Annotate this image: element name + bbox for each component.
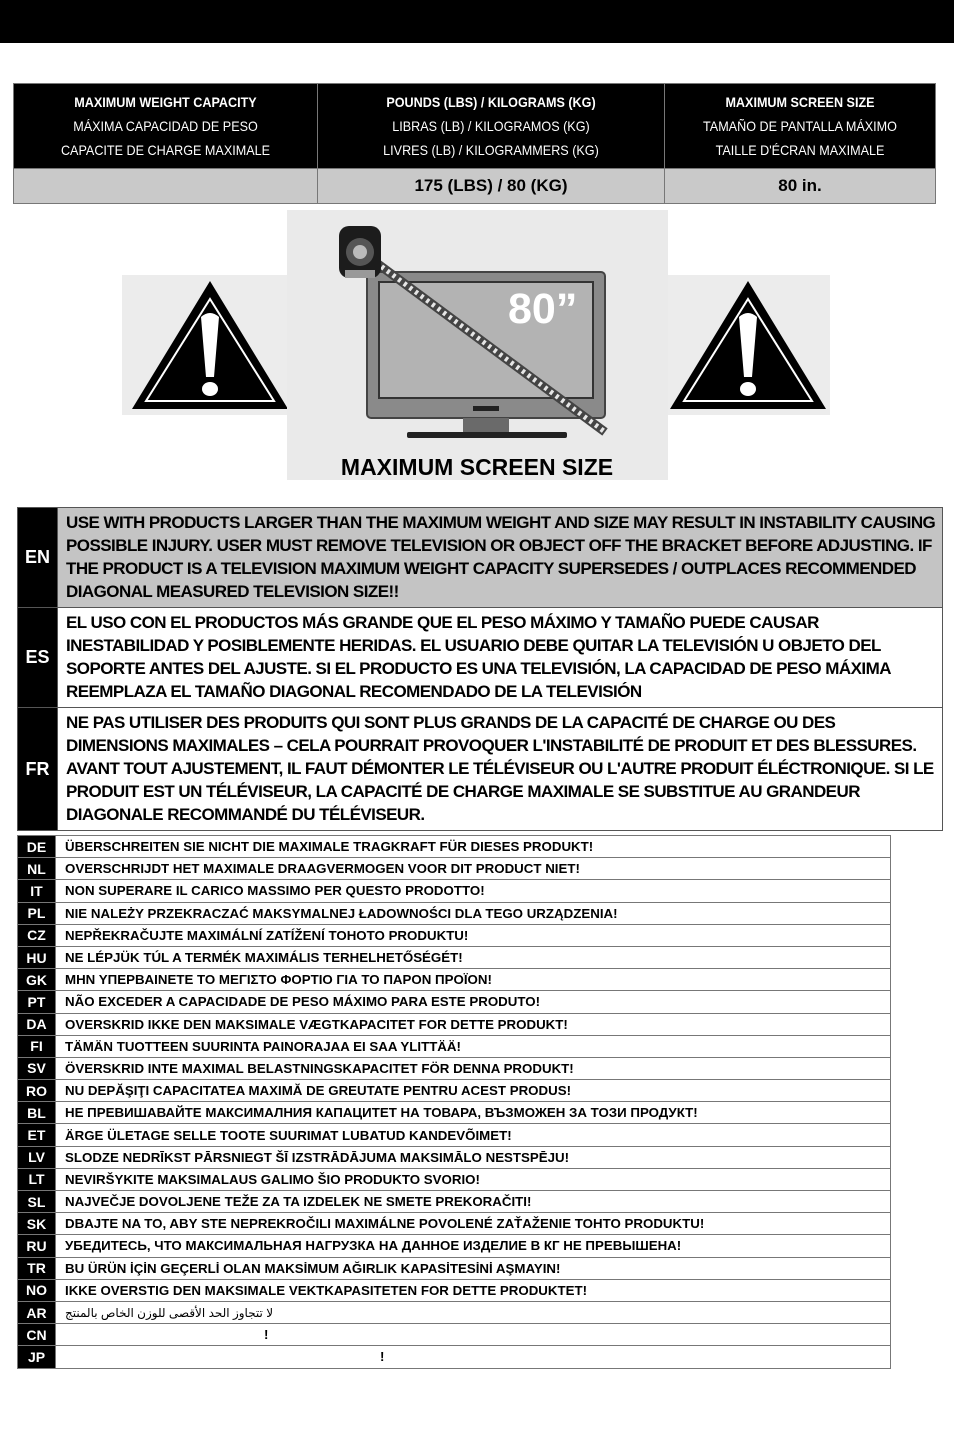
tv-with-tape-measure-icon (287, 210, 668, 455)
top-black-bar (0, 0, 954, 43)
language-code: GK (18, 969, 56, 991)
warning-triangle-icon (666, 277, 830, 413)
warning-text: NEPŘEKRAČUJTE MAXIMÁLNÍ ZATÍŽENÍ TOHOTO PRODUKTU! (56, 924, 891, 946)
warning-text: NE LÉPJÜK TÚL A TERMÉK MAXIMÁLIS TERHELHETŐSÉGÉT! (56, 946, 891, 968)
language-code: EN (18, 508, 58, 608)
language-code: RU (18, 1235, 56, 1257)
screen-size-header (665, 84, 936, 169)
warning-text: TÄMÄN TUOTTEEN SUURINTA PAINORAJAA EI SAA YLITTÄÄ! (56, 1035, 891, 1057)
language-code: AR (18, 1301, 56, 1323)
warning-text: IKKE OVERSTIG DEN MAKSIMALE VEKTKAPASITETEN FOR DETTE PRODUKTET! (56, 1279, 891, 1301)
header-line-es: MÁXIMA CAPACIDAD DE PESO (73, 118, 258, 134)
language-code: PL (18, 902, 56, 924)
warning-row-es (18, 608, 943, 708)
header-line-es: TAMAÑO DE PANTALLA MÁXIMO (703, 118, 897, 134)
language-code: FI (18, 1035, 56, 1057)
main-warnings-table (17, 507, 943, 831)
language-code: ET (18, 1124, 56, 1146)
weight-capacity-value (14, 169, 318, 204)
short-warnings-table (17, 835, 891, 1369)
language-code: LV (18, 1146, 56, 1168)
language-code: LT (18, 1168, 56, 1190)
warning-row-ru (18, 1235, 891, 1257)
warning-row-da (18, 1013, 891, 1035)
screen-size-label: 80” (508, 285, 578, 333)
language-code: BL (18, 1102, 56, 1124)
warning-row-lt (18, 1168, 891, 1190)
warning-text: NON SUPERARE IL CARICO MASSIMO PER QUESTO PRODOTTO! (56, 880, 891, 902)
warning-row-sl (18, 1191, 891, 1213)
capacity-value-row (14, 169, 936, 204)
warning-row-et (18, 1124, 891, 1146)
header-line-fr: LIVRES (LB) / KILOGRAMMERS (KG) (383, 142, 599, 158)
warning-row-jp (18, 1346, 891, 1368)
capacity-table (13, 83, 936, 204)
warning-row-sk (18, 1213, 891, 1235)
warning-triangle-icon (128, 277, 292, 413)
warning-row-sv (18, 1057, 891, 1079)
warning-text: SLODZE NEDRĪKST PĀRSNIEGT ŠĪ IZSTRĀDĀJUMA MAKSIMĀLO NESTSPĒJU! (56, 1146, 891, 1168)
warning-text: OVERSKRID IKKE DEN MAKSIMALE VÆGTKAPACITET FOR DETTE PRODUKT! (56, 1013, 891, 1035)
header-line-en: MAXIMUM SCREEN SIZE (725, 94, 875, 110)
warning-row-pt (18, 991, 891, 1013)
warning-row-it (18, 880, 891, 902)
warning-text: УБЕДИТЕСЬ, ЧТО МАКСИМАЛЬНАЯ НАГРУЗКА НА ДАННОЕ ИЗДЕЛИЕ В КГ НЕ ПРЕВЫШЕНА! (56, 1235, 891, 1257)
language-code: SV (18, 1057, 56, 1079)
warning-text: ÄRGE ÜLETAGE SELLE TOOTE SUURIMAT LUBATUD KANDEVÕIMET! (56, 1124, 891, 1146)
warning-text: ÖVERSKRID INTE MAXIMAL BELASTNINGSKAPACITET FÖR DENNA PRODUKT! (56, 1057, 891, 1079)
warning-row-lv (18, 1146, 891, 1168)
warning-row-cn (18, 1324, 891, 1346)
warning-row-no (18, 1279, 891, 1301)
language-code: HU (18, 946, 56, 968)
warning-row-bl (18, 1102, 891, 1124)
warning-text: EL USO CON EL PRODUCTOS MÁS GRANDE QUE EL PESO MÁXIMO Y TAMAÑO PUEDE CAUSAR INESTABILIDAD Y POSIBLEMENTE HERIDAS. EL USUARIO DEBE QUITAR LA TELEVISIÓN U OBJETO DEL SOPORTE ANTES DEL AJUSTE. SI EL PRODUCTO ES UNA TELEVISIÓN, LA CAPACIDAD DE PESO MÁXIMA REEMPLAZA EL TAMAÑO DIAGONAL RECOMENDADO DE LA TELEVISIÓN (58, 608, 943, 708)
warning-row-de (18, 836, 891, 858)
warning-text: OVERSCHRIJDT HET MAXIMALE DRAAGVERMOGEN VOOR DIT PRODUCT NIET! (56, 858, 891, 880)
warning-row-ar (18, 1301, 891, 1323)
warning-row-en (18, 508, 943, 608)
weight-capacity-header (14, 84, 318, 169)
warning-text: لا تتجاوز الحد الأقصى للوزن الخاص بالمنتج (56, 1301, 891, 1323)
warning-text: NÃO EXCEDER A CAPACIDADE DE PESO MÁXIMO PARA ESTE PRODUTO! (56, 991, 891, 1013)
warning-text: NU DEPĂŞIŢI CAPACITATEA MAXIMĂ DE GREUTATE PENTRU ACEST PRODUS! (56, 1080, 891, 1102)
warning-text: ! (56, 1346, 891, 1368)
language-code: SK (18, 1213, 56, 1235)
language-code: ES (18, 608, 58, 708)
warning-text: NE PAS UTILISER DES PRODUITS QUI SONT PLUS GRANDS DE LA CAPACITÉ DE CHARGE OU DES DIMENSIONS MAXIMALES – CELA POURRAIT PROVOQUER L'INSTABILITÉ DE PRODUIT ET DES BLESSURES. AVANT TOUT AJUSTEMENT, IL FAUT DÉMONTER LE TÉLÉVISEUR OU L'AUTRE PRODUIT ÉLÉCTRONIQUE. SI LE PRODUIT EST UN TÉLÉVISEUR, LA CAPACITÉ DE CHARGE MAXIMALE SE SUBSTITUE AU GRANDEUR DIAGONALE RECOMMANDÉ DU TÉLÉVISEUR. (58, 708, 943, 831)
warning-row-fi (18, 1035, 891, 1057)
warning-text: NAJVEČJE DOVOLJENE TEŽE ZA TA IZDELEK NE SMETE PREKORAČITI! (56, 1191, 891, 1213)
warning-text: ÜBERSCHREITEN SIE NICHT DIE MAXIMALE TRAGKRAFT FÜR DIESES PRODUKT! (56, 836, 891, 858)
warning-text: NEVIRŠYKITE MAKSIMALAUS GALIMO ŠIO PRODUKTO SVORIO! (56, 1168, 891, 1190)
warning-text: НЕ ПРЕВИШАВАЙТЕ МАКСИМАЛНИЯ КАПАЦИТЕТ НА ТОВАРА, ВЪЗМОЖЕН ЗА ТОЗИ ПРОДУКТ! (56, 1102, 891, 1124)
warning-text: ΜΗΝ ΥΠΕΡΒΑΙΝΕΤΕ ΤΟ ΜΕΓΙΣΤΟ ΦΟΡΤΙΟ ΓΙΑ ΤΟ ΠΑΡΟΝ ΠΡΟΪΟΝ! (56, 969, 891, 991)
warning-row-ro (18, 1080, 891, 1102)
illustration-area (0, 205, 954, 480)
language-code: NO (18, 1279, 56, 1301)
language-code: DA (18, 1013, 56, 1035)
header-line-fr: TAILLE D'ÉCRAN MAXIMALE (715, 142, 885, 158)
language-code: SL (18, 1191, 56, 1213)
maximum-screen-size-caption: MAXIMUM SCREEN SIZE (340, 454, 614, 480)
warning-text: USE WITH PRODUCTS LARGER THAN THE MAXIMUM WEIGHT AND SIZE MAY RESULT IN INSTABILITY CAUSING POSSIBLE INJURY. USER MUST REMOVE TELEVISION OR OBJECT OFF THE BRACKET BEFORE ADJUSTING. IF THE PRODUCT IS A TELEVISION MAXIMUM WEIGHT CAPACITY SUPERSEDES / OUTPLACES RECOMMENDED DIAGONAL MEASURED TELEVISION SIZE!! (58, 508, 943, 608)
warning-text: ! (56, 1324, 891, 1346)
warning-row-nl (18, 858, 891, 880)
language-code: FR (18, 708, 58, 831)
warning-row-pl (18, 902, 891, 924)
language-code: NL (18, 858, 56, 880)
warning-text: DBAJTE NA TO, ABY STE NEPREKROČILI MAXIMÁLNE POVOLENÉ ZAŤAŽENIE TOHTO PRODUKTU! (56, 1213, 891, 1235)
warning-row-tr (18, 1257, 891, 1279)
warning-text: NIE NALEŻY PRZEKRACZAĆ MAKSYMALNEJ ŁADOWNOŚCI DLA TEGO URZĄDZENIA! (56, 902, 891, 924)
warning-row-gk (18, 969, 891, 991)
screen-size-value: 80 in. (665, 169, 936, 204)
language-code: TR (18, 1257, 56, 1279)
header-line-es: LIBRAS (LB) / KILOGRAMOS (KG) (392, 118, 590, 134)
language-code: CZ (18, 924, 56, 946)
capacity-header-row (14, 84, 936, 169)
weight-units-value: 175 (LBS) / 80 (KG) (318, 169, 665, 204)
warning-row-cz (18, 924, 891, 946)
language-code: DE (18, 836, 56, 858)
language-code: PT (18, 991, 56, 1013)
language-code: JP (18, 1346, 56, 1368)
warning-row-fr (18, 708, 943, 831)
language-code: CN (18, 1324, 56, 1346)
warning-row-hu (18, 946, 891, 968)
language-code: IT (18, 880, 56, 902)
language-code: RO (18, 1080, 56, 1102)
header-line-en: POUNDS (LBS) / KILOGRAMS (KG) (386, 94, 596, 110)
header-line-en: MAXIMUM WEIGHT CAPACITY (74, 94, 257, 110)
units-header (318, 84, 665, 169)
header-line-fr: CAPACITE DE CHARGE MAXIMALE (60, 142, 271, 158)
warning-text: BU ÜRÜN İÇİN GEÇERLİ OLAN MAKSİMUM AĞIRLIK KAPASİTESİNİ AŞMAYIN! (56, 1257, 891, 1279)
